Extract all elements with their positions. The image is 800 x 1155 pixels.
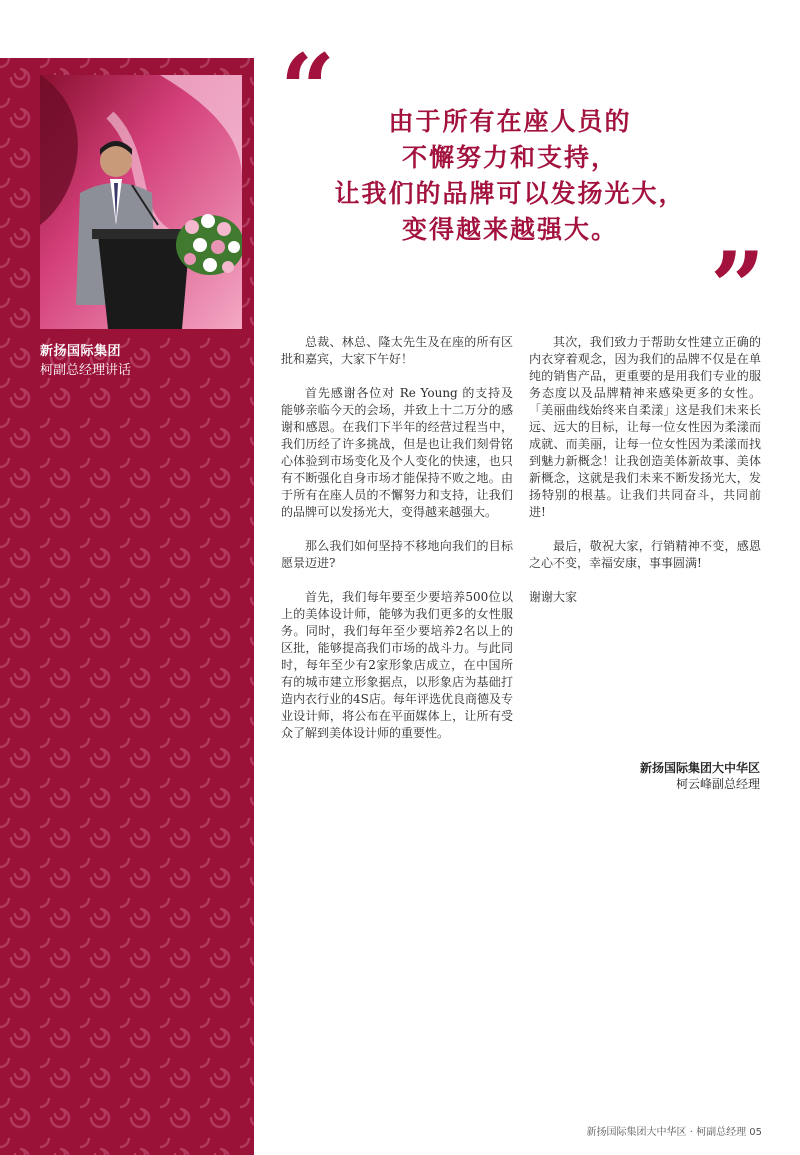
sidebar-band <box>0 58 254 1155</box>
paragraph: 首先，我们每年要至少要培养500位以上的美体设计师，能够为我们更多的女性服务。同时，我们每年至少要培养2名以上的区批，能够提高我们市场的战斗力。与此同时，每年至少有2家形象店成立，在中国所有的城市建立形象据点，以形象店为基础打造内衣行业的4S店。每年评选优良商德及专业设计师，将公布在平面媒体上，让所有受众了解到美体设计师的重要性。 <box>281 590 513 740</box>
paragraph: 其次，我们致力于帮助女性建立正确的内衣穿着观念，因为我们的品牌不仅是在单纯的销售产品，更重要的是用我们专业的服务态度以及品牌精神来感染更多的女性。「美丽曲线始终来自柔漾」这是我们未来长远、远大的目标，让每一位女性因为柔漾而成就、而美丽，让每一位女性因为柔漾而找到魅力新概念！让我创造美体新故事、美体新概念，这就是我们未来不断发扬光大，发扬特别的根基。让我们共同奋斗，共同前进! <box>529 335 761 519</box>
page-footer: 新扬国际集团大中华区 · 柯副总经理 05 <box>586 1127 762 1138</box>
speaker-photo <box>40 75 242 329</box>
signature-organization: 新扬国际集团大中华区 <box>639 761 760 775</box>
pull-quote <box>300 104 720 248</box>
paragraph: 那么我们如何坚持不移地向我们的目标愿景迈进? <box>281 539 513 570</box>
open-quote-mark: “ <box>280 33 336 146</box>
paragraph: 首先感谢各位对 Re Young 的支持及能够亲临今天的会场，并致上十二万分的感谢和感恩。在我们下半年的经营过程当中，我们历经了许多挑战，但是也让我们刻骨铭心体验到市场变化及个人变化的快速，也只有不断强化自身市场才能保持不败之地。由于所有在座人员的不懈努力和支持，让我们的品牌可以发扬光大，变得越来越强大。 <box>281 386 513 519</box>
pull-quote-line: 让我们的品牌可以发扬光大， <box>334 179 686 208</box>
close-quote-mark: ” <box>710 231 766 344</box>
caption-subtitle: 柯副总经理讲话 <box>40 363 132 378</box>
caption-title: 新扬国际集团 <box>40 344 122 359</box>
body-column-left <box>281 334 513 759</box>
signature-name: 柯云峰副总经理 <box>675 777 760 791</box>
pull-quote-line: 变得越来越强大。 <box>401 215 618 244</box>
body-column-right <box>529 334 761 623</box>
closing-line: 谢谢大家 <box>529 590 578 604</box>
paragraph: 最后，敬祝大家，行销精神不变，感恩之心不变，幸福安康，事事圆满! <box>529 539 761 570</box>
paragraph: 总裁、林总、隆太先生及在座的所有区批和嘉宾，大家下午好！ <box>281 335 513 366</box>
speaker-at-podium-photo-icon <box>40 75 242 329</box>
pull-quote-line: 由于所有在座人员的 <box>388 107 632 136</box>
pull-quote-line: 不懈努力和支持， <box>401 143 618 172</box>
